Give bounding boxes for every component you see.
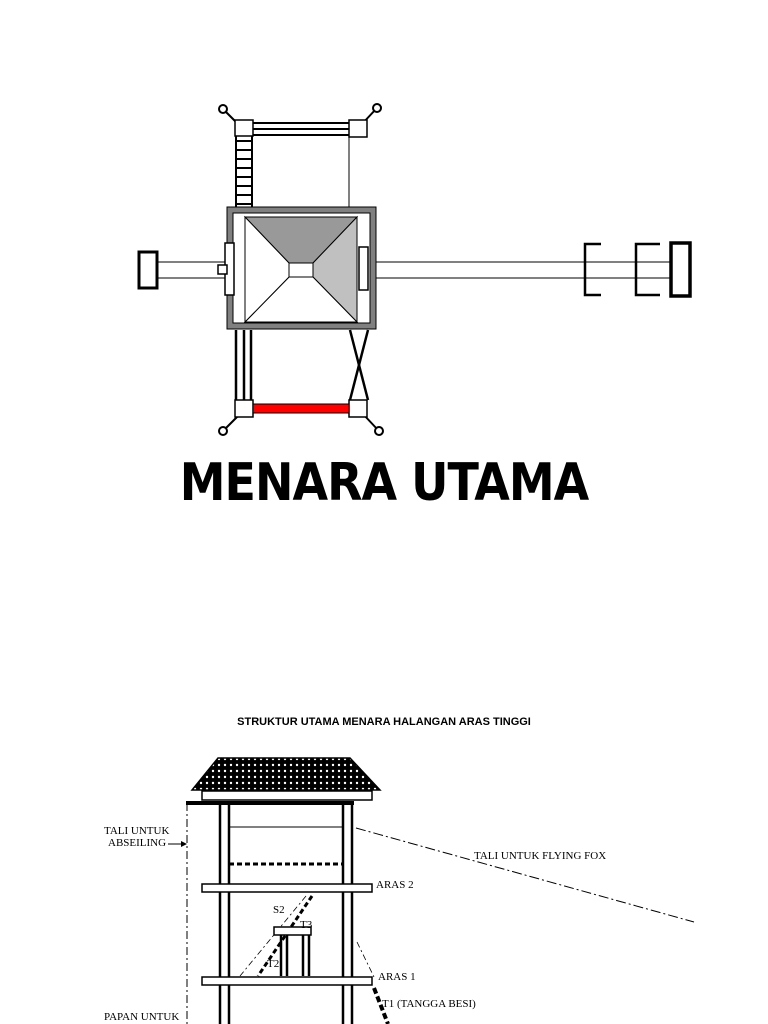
- tower-platform: [227, 207, 376, 329]
- red-beam: [253, 404, 349, 413]
- t3-posts: [281, 935, 309, 976]
- aras-1-floor: [202, 977, 372, 985]
- top-beam: [252, 123, 350, 135]
- t3-label: T3: [300, 919, 313, 931]
- papan-label: PAPAN UNTUK: [104, 1011, 180, 1023]
- t1-label: T1 (TANGGA BESI): [382, 998, 476, 1010]
- roof: [192, 758, 380, 790]
- main-title: MENARA UTAMA: [179, 452, 589, 513]
- cross-bracing: [350, 330, 368, 400]
- left-end-anchor: [139, 252, 157, 288]
- right-end-anchor: [671, 243, 690, 296]
- elevation-title: STRUKTUR UTAMA MENARA HALANGAN ARAS TINGGI: [237, 716, 531, 728]
- roof-eave-board: [202, 791, 372, 800]
- s2-label: S2: [273, 904, 285, 916]
- abseiling-arrow-head: [181, 841, 187, 847]
- tower-plan-diagram: [0, 0, 768, 450]
- abseiling-label-line2: ABSEILING: [108, 837, 167, 849]
- abseiling-label-line1: TALI UNTUK: [104, 825, 170, 837]
- t2-label: T2: [267, 958, 280, 970]
- ladder: [236, 136, 252, 208]
- tower-columns: [220, 805, 352, 1024]
- right-end-brackets: [585, 244, 660, 295]
- lower-left-posts: [236, 330, 251, 400]
- aras-2-label: ARAS 2: [376, 879, 414, 891]
- aras-2-floor: [202, 884, 372, 892]
- t1-guide: [357, 942, 374, 977]
- flying-fox-label: TALI UNTUK FLYING FOX: [474, 850, 607, 862]
- aras-1-label: ARAS 1: [378, 971, 416, 983]
- flying-fox-rope: [356, 828, 694, 922]
